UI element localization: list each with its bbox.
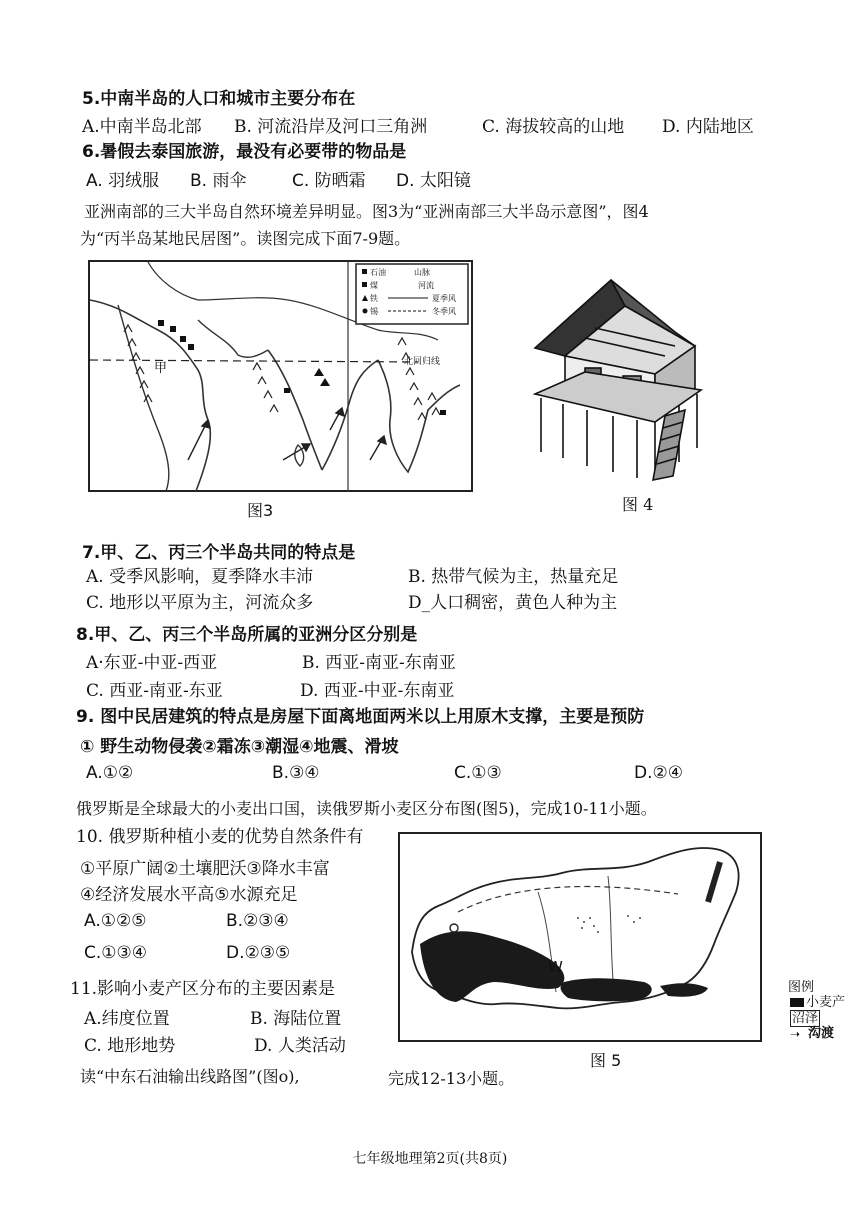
fig3-legend-mountain: 山脉 (414, 268, 430, 277)
q9-stem: 9. 图中民居建筑的特点是房屋下面离地面两米以上用原木支撑，主要是预防 (76, 707, 645, 727)
q7-option-c: C. 地形以平原为主，河流众多 (86, 593, 314, 613)
q6-option-d: D. 太阳镜 (396, 171, 471, 191)
fig3-legend-iron: 铁 (370, 294, 378, 303)
q8-option-b: B. 西亚-南亚-东南亚 (302, 653, 456, 673)
fig5-legend-title: 图例 (788, 980, 815, 995)
q10-option-a: A.①②⑤ (84, 911, 147, 931)
fig5-legend-wheat-swatch (790, 998, 804, 1007)
page-footer: 七年级地理第2页(共8页) (352, 1151, 508, 1167)
q10-stem: 10. 俄罗斯种植小麦的优势自然条件有 (76, 827, 364, 847)
fig5-label-w: W (548, 958, 563, 976)
q6-option-b: B. 雨伞 (190, 171, 247, 191)
fig5-caption: 图 5 (590, 1051, 622, 1070)
q5-option-d: D. 内陆地区 (662, 117, 754, 137)
fig5-legend-canal: 沟渡 (808, 1026, 835, 1041)
q5-stem: 5.中南半岛的人口和城市主要分布在 (82, 89, 356, 109)
fig3-caption: 图3 (247, 501, 274, 520)
q9-option-b: B.③④ (272, 763, 320, 783)
fig4-caption: 图 4 (622, 495, 654, 514)
q10-items-line2: ④经济发展水平高⑤水源充足 (80, 885, 298, 905)
q11-option-b: B. 海陆位置 (250, 1009, 342, 1029)
figure-5-russia-map (398, 832, 762, 1042)
q5-option-c: C. 海拔较高的山地 (482, 117, 625, 137)
q9-option-a: A.①② (86, 763, 134, 783)
q9-items: ① 野生动物侵袭②霜冻③潮湿④地震、滑坡 (80, 737, 399, 757)
q6-stem: 6.暑假去泰国旅游，最没有必要带的物品是 (82, 142, 407, 162)
q8-option-d: D. 西亚-中亚-东南亚 (300, 681, 455, 701)
figure-3-map (88, 260, 473, 492)
q11-option-d: D. 人类活动 (254, 1036, 346, 1056)
q8-option-c: C. 西亚-南亚-东亚 (86, 681, 223, 701)
intro-7-9-line2: 为“丙半岛某地民居图”。读图完成下面7-9题。 (80, 229, 411, 248)
q9-option-c: C.①③ (454, 763, 502, 783)
q10-option-c: C.①③④ (84, 943, 147, 963)
q10-option-d: D.②③⑤ (226, 943, 291, 963)
q6-option-c: C. 防晒霜 (292, 171, 366, 191)
q6-option-a: A. 羽绒服 (86, 171, 160, 191)
fig3-legend-oil: 石油 (370, 268, 386, 277)
q8-stem: 8.甲、乙、丙三个半岛所属的亚洲分区分别是 (76, 625, 418, 645)
fig3-legend-summer-monsoon: 夏季风 (432, 294, 456, 303)
q5-option-b: B. 河流沿岸及河口三角洲 (234, 117, 428, 137)
q10-option-b: B.②③④ (226, 911, 289, 931)
q7-stem: 7.甲、乙、丙三个半岛共同的特点是 (82, 543, 356, 563)
intro-12-13-part2: 完成12-13小题。 (388, 1069, 515, 1088)
intro-10-11: 俄罗斯是全球最大的小麦出口国，读俄罗斯小麦区分布图(图5)，完成10-11小题。 (76, 799, 657, 818)
q7-option-b: B. 热带气候为主，热量充足 (408, 567, 619, 587)
q9-option-d: D.②④ (634, 763, 683, 783)
fig5-legend-swamp: 沼泽 (792, 1011, 819, 1026)
q8-option-a: A·东亚-中亚-西亚 (86, 653, 218, 673)
q10-items-line1: ①平原广阔②土壤肥沃③降水丰富 (80, 859, 330, 879)
fig5-legend-canal-icon: ➝ (790, 1027, 801, 1041)
q5-option-a: A.中南半岛北部 (82, 117, 202, 137)
intro-12-13-part1: 读“中东石油输出线路图”(图o), (80, 1067, 300, 1086)
q11-option-a: A.纬度位置 (84, 1009, 170, 1029)
fig3-legend-winter-monsoon: 冬季风 (432, 307, 456, 316)
fig3-legend-tin: 锡 (370, 307, 378, 316)
fig3-legend-coal: 煤 (370, 281, 378, 290)
q11-option-c: C. 地形地势 (84, 1036, 176, 1056)
q7-option-a: A. 受季风影响，夏季降水丰沛 (86, 567, 314, 587)
fig3-label-jia: 甲 (154, 361, 168, 376)
q11-stem: 11.影响小麦产区分布的主要因素是 (70, 979, 336, 999)
intro-7-9-line1: 亚洲南部的三大半岛自然环境差异明显。图3为“亚洲南部三大半岛示意图”，图4 (84, 202, 649, 221)
fig5-legend-wheat: 小麦产 (806, 995, 846, 1010)
fig3-label-tropic: 北回归线 (404, 357, 441, 367)
figure-4-stilt-house (525, 276, 703, 482)
fig3-legend-river: 河流 (418, 281, 434, 290)
q7-option-d: D_人口稠密，黄色人种为主 (408, 593, 618, 613)
